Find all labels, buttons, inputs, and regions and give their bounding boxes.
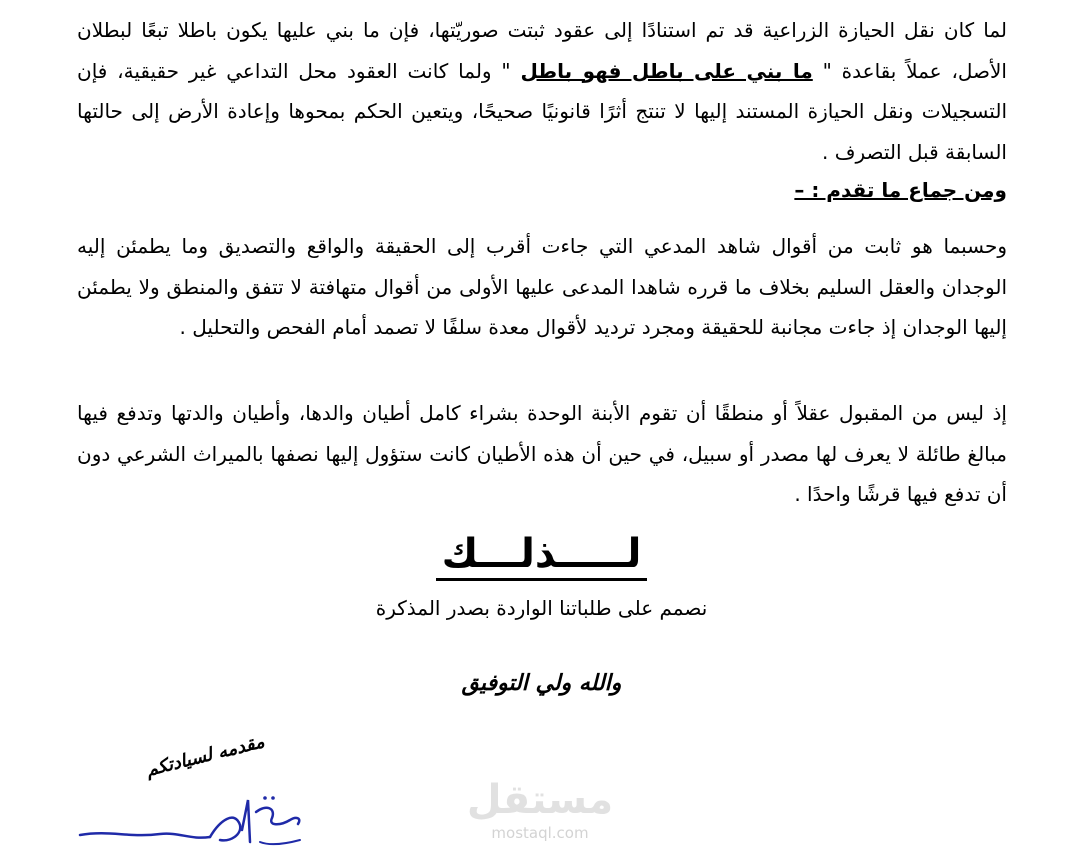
mostaql-watermark bbox=[460, 776, 620, 854]
request-line: نصمم على طلباتنا الواردة بصدر المذكرة bbox=[375, 596, 708, 620]
watermark-url: mostaql.com bbox=[491, 824, 589, 842]
section-heading: ومن جماع ما تقدم : – bbox=[794, 178, 1007, 202]
closing-heading bbox=[0, 530, 1083, 581]
paragraph-witness-testimony: وحسبما هو ثابت من أقوال شاهد المدعي التي جاءت أقرب إلى الحقيقة والواقع والتصديق وما يطمئن إليه الوجدان والعقل السليم بخلاف ما قرره شاهدا المدعى عليها الأولى من أقوال متهافتة لا تتفق والمنطق ولا يطمئن إليها الوجدان إذ جاءت مجانبة للحقيقة ومجرد ترديد لأقوال معدة سلفًا لا تصمد أمام الفحص والتحليل . bbox=[77, 234, 1007, 339]
closing-heading-text: لـــــذلـــك bbox=[436, 530, 648, 581]
legal-maxim-quote: ما بني على باطل فهو باطل bbox=[520, 58, 813, 83]
closing-phrase: والله ولي التوفيق bbox=[461, 670, 622, 696]
watermark-logo-text: مستقل bbox=[466, 777, 614, 823]
presented-by-handwritten: مقدمه لسيادتكم bbox=[143, 731, 267, 781]
paragraph-1-rest: " ولما كانت العقود محل التداعي غير حقيقية، فإن التسجيلات ونقل الحيازة المستند إليها لا تنتج أثرًا قانونيًا صحيحًا، ويتعين الحكم بمحوها وإعادة الأرض إلى حالتها السابقة قبل التصرف . bbox=[77, 58, 1007, 164]
paragraph-inheritance-argument: إذ ليس من المقبول عقلاً أو منطقًا أن تقوم الأبنة الوحدة بشراء كامل أطيان والدها، وأطيان والدتها وتدفع فيها مبالغ طائلة لا يعرف لها مصدر أو سبيل، في حين أن هذه الأطيان كانت ستؤول إليها نصفها بالميراث الشرعي دون أن تدفع فيها قرشًا واحدًا . bbox=[77, 401, 1007, 506]
paragraph-nullity-of-contracts bbox=[77, 10, 1007, 172]
signature-image bbox=[70, 790, 310, 860]
paragraph-1-lead: لما كان نقل الحيازة الزراعية قد تم استنادًا إلى عقود ثبتت صوريّتها، فإن ما بني عليها يكون باطلا تبعًا لبطلان الأصل، عملاً بقاعدة " bbox=[77, 18, 1007, 83]
